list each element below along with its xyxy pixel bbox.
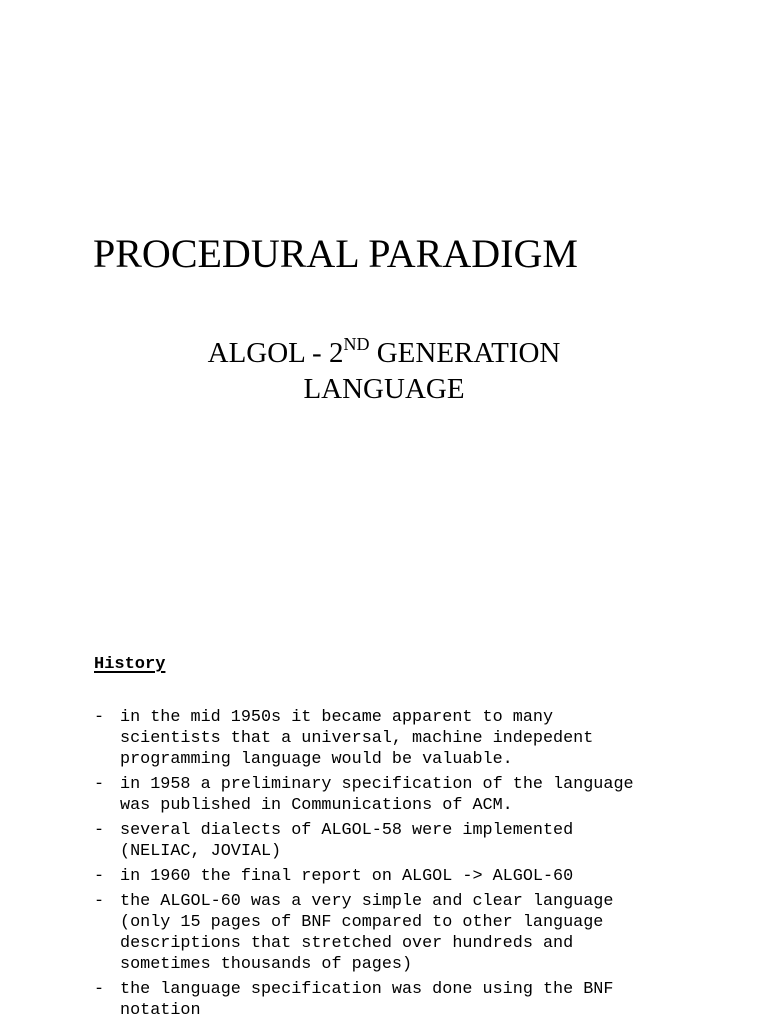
bullet-dash: - [94,821,105,840]
page-title: PROCEDURAL PARADIGM [93,231,578,276]
list-item [94,979,734,1021]
list-item [94,891,734,975]
page-subtitle [0,335,768,407]
bullet-dash: - [94,980,105,999]
list-item [94,866,734,887]
list-item [94,774,734,816]
history-list [94,707,734,1025]
list-item-text: in the mid 1950s it became apparent to many scientists that a universal, machine indepedent programming language would be valuable. [120,708,594,769]
subtitle-part1: ALGOL - 2 [207,337,344,369]
bullet-dash: - [94,892,105,911]
bullet-dash: - [94,867,105,886]
bullet-dash: - [94,775,105,794]
list-item-text: the ALGOL-60 was a very simple and clear language (only 15 pages of BNF compared to other language descriptions that stretched over hundreds and sometimes thousands of pages) [120,892,614,974]
subtitle-superscript: ND [343,334,370,354]
subtitle-part2: GENERATION [369,337,561,369]
list-item [94,707,734,770]
subtitle-line2: LANGUAGE [303,373,465,405]
section-heading-history: History [94,655,166,674]
list-item-text: several dialects of ALGOL-58 were implemented (NELIAC, JOVIAL) [120,821,574,861]
list-item [94,820,734,862]
list-item-text: the language specification was done using the BNF notation [120,980,614,1020]
list-item-text: in 1958 a preliminary specification of the language was published in Communications of ACM. [120,775,634,815]
bullet-dash: - [94,708,105,727]
list-item-text: in 1960 the final report on ALGOL -> ALGOL-60 [120,867,574,886]
